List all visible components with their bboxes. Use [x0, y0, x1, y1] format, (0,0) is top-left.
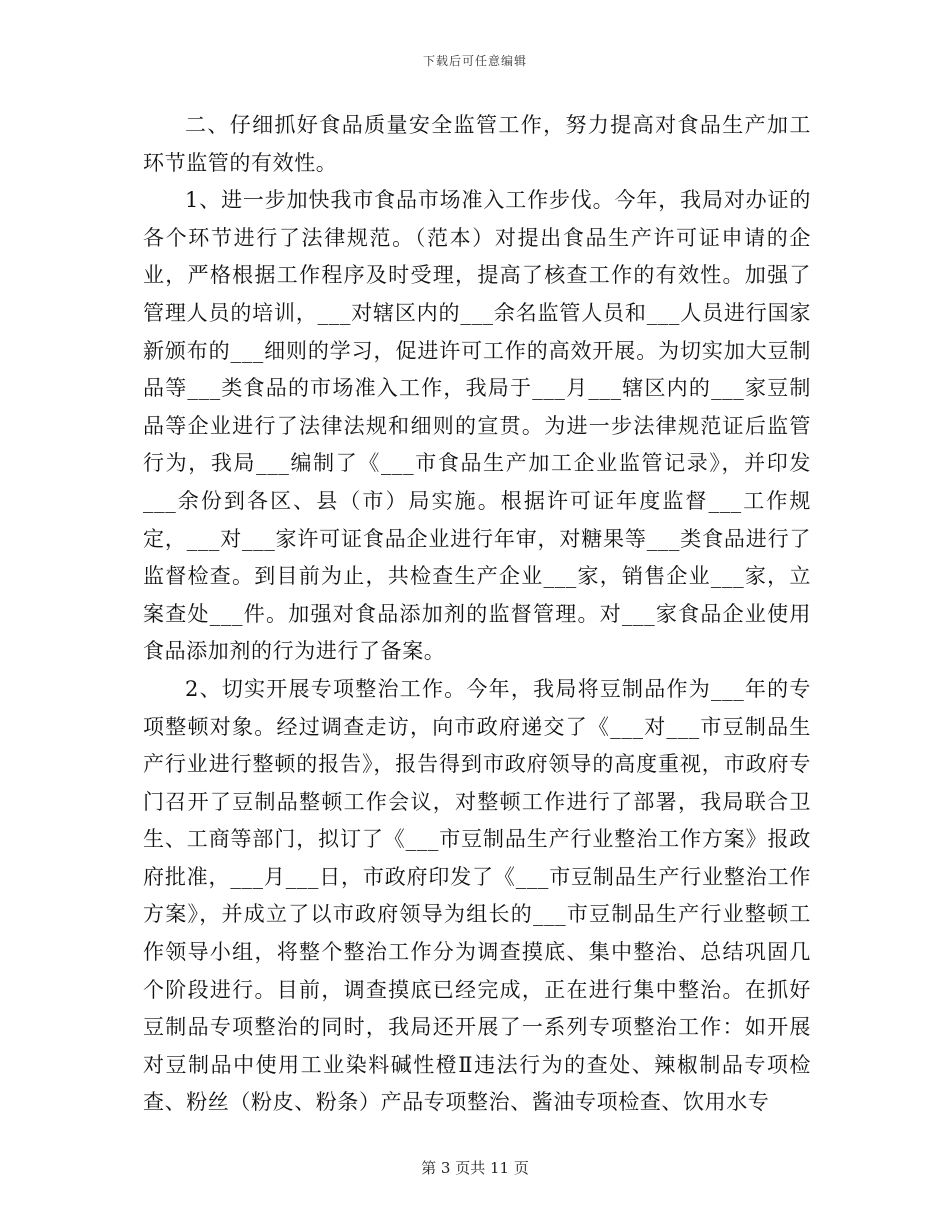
body-paragraph: 2、切实开展专项整治工作。今年，我局将豆制品作为___年的专项整顿对象。经过调查走访，向市政府递交了《___对___市豆制品生产行业进行整顿的报告》，报告得到市政府领导的高度重视，市政府专门召开了豆制品整顿工作会议，对整顿工作进行了部署，我局联合卫生、工商等部门，拟订了《___市豆制品生产行业整治工作方案》报政府批准，___月___日，市政府印发了《___市豆制品生产行业整治工作方案》，并成立了以市政府领导为组长的___市豆制品生产行业整顿工作领导小组，将整个整治工作分为调查摸底、集中整治、总结巩固几个阶段进行。目前，调查摸底已经完成，正在进行集中整治。在抓好豆制品专项整治的同时，我局还开展了一系列专项整治工作：如开展对豆制品中使用工业染料碱性橙Ⅱ违法行为的查处、辣椒制品专项检查、粉丝（粉皮、粉条）产品专项整治、酱油专项检查、饮用水专: [143, 676, 811, 1115]
body-paragraph: 1、进一步加快我市食品市场准入工作步伐。今年，我局对办证的各个环节进行了法律规范。（范本）对提出食品生产许可证申请的企业，严格根据工作程序及时受理，提高了核查工作的有效性。加强了管理人员的培训，___对辖区内的___余名监管人员和___人员进行国家新颁布的___细则的学习，促进许可工作的高效开展。为切实加大豆制品等___类食品的市场准入工作，我局于___月___辖区内的___家豆制品等企业进行了法律法规和细则的宣贯。为进一步法律规范证后监管行为，我局___编制了《___市食品生产加工企业监管记录》，并印发___余份到各区、县（市）局实施。根据许可证年度监督___工作规定，___对___家许可证食品企业进行年审，对糖果等___类食品进行了监督检查。到目前为止，共检查生产企业___家，销售企业___家，立案查处___件。加强对食品添加剂的监督管理。对___家食品企业使用食品添加剂的行为进行了备案。: [143, 188, 811, 664]
section-heading-paragraph: 二、仔细抓好食品质量安全监管工作，努力提高对食品生产加工环节监管的有效性。: [143, 113, 811, 175]
page-header-note: 下载后可任意编辑: [422, 54, 527, 68]
document-body: [143, 107, 811, 1122]
page-number: 第 3 页共 11 页: [421, 1159, 529, 1177]
